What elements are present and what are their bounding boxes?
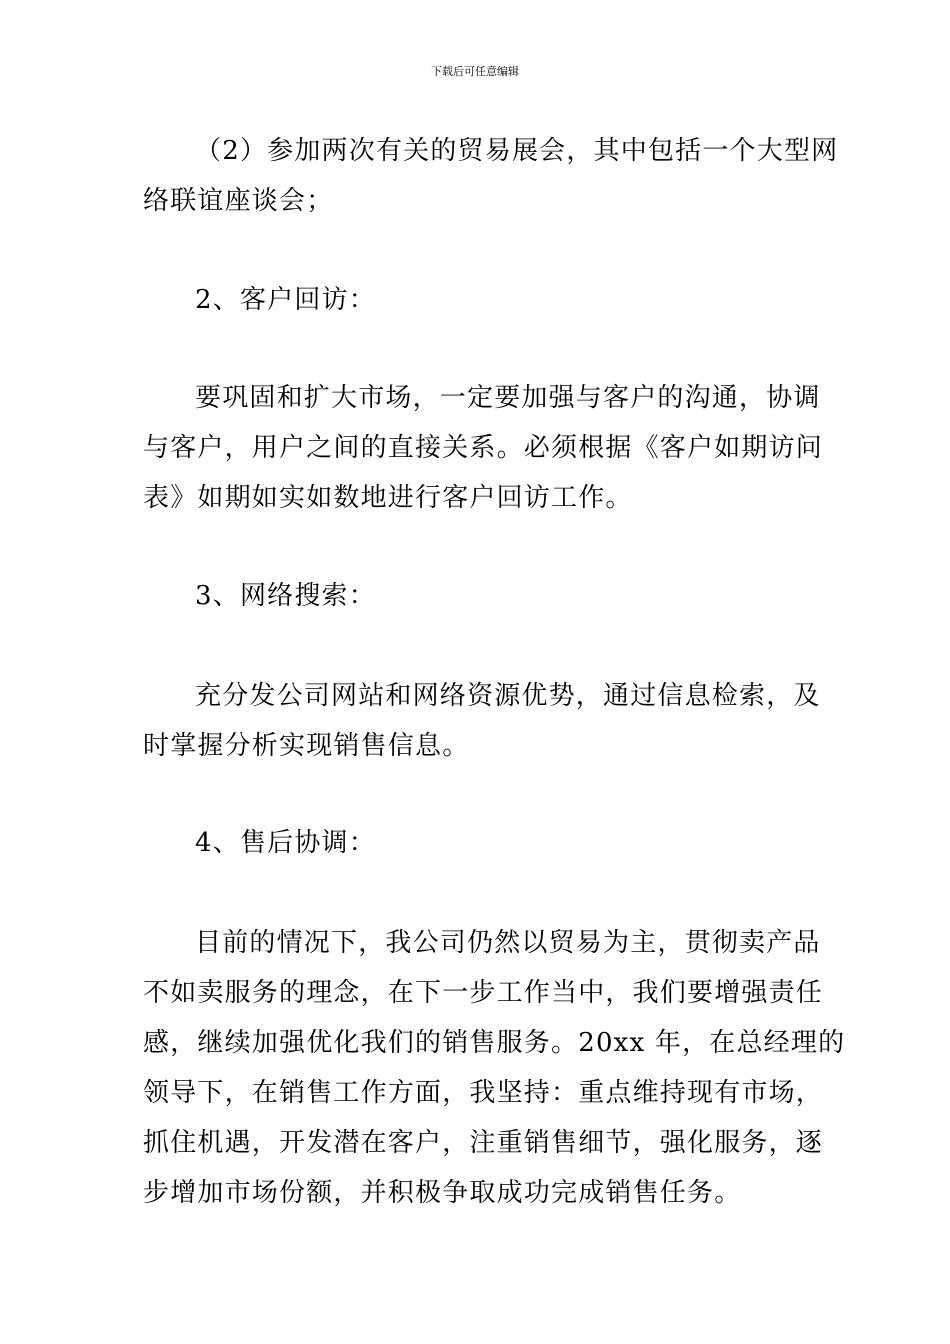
paragraph-3 — [143, 373, 824, 523]
section-heading-4 — [143, 818, 808, 868]
text-line: 4、售后协调： — [195, 828, 376, 858]
paragraph-5 — [143, 671, 821, 771]
text-line: 与客户，用户之间的直接关系。必须根据《客户如期访问 — [143, 433, 824, 463]
text-line: 2、客户回访： — [195, 285, 376, 315]
text-line: 充分发公司网站和网络资源优势，通过信息检索，及 — [195, 681, 821, 711]
text-line: 络联谊座谈会； — [143, 186, 334, 216]
header-note: 下载后可任意编辑 — [431, 65, 519, 78]
text-line: 感，继续加强优化我们的销售服务。20xx 年，在总经理的 — [143, 1028, 846, 1058]
text-line: （2）参加两次有关的贸易展会，其中包括一个大型网 — [195, 136, 839, 166]
text-line: 步增加市场份额，并积极争取成功完成销售任务。 — [143, 1178, 742, 1208]
text-line: 要巩固和扩大市场，一定要加强与客户的沟通，协调 — [195, 383, 821, 413]
section-heading-3 — [143, 571, 808, 621]
text-line: 时掌握分析实现销售信息。 — [143, 731, 470, 761]
text-line: 抓住机遇，开发潜在客户，注重销售细节，强化服务，逐 — [143, 1128, 824, 1158]
paragraph-7 — [143, 918, 846, 1218]
text-line: 表》如期如实如数地进行客户回访工作。 — [143, 483, 633, 513]
paragraph-1 — [143, 126, 839, 226]
text-line: 不如卖服务的理念，在下一步工作当中，我们要增强责任 — [143, 978, 824, 1008]
text-line: 目前的情况下，我公司仍然以贸易为主，贯彻卖产品 — [195, 928, 821, 958]
text-line: 领导下，在销售工作方面，我坚持：重点维持现有市场， — [143, 1078, 824, 1108]
section-heading-2 — [143, 275, 808, 325]
text-line: 3、网络搜索： — [195, 581, 376, 611]
